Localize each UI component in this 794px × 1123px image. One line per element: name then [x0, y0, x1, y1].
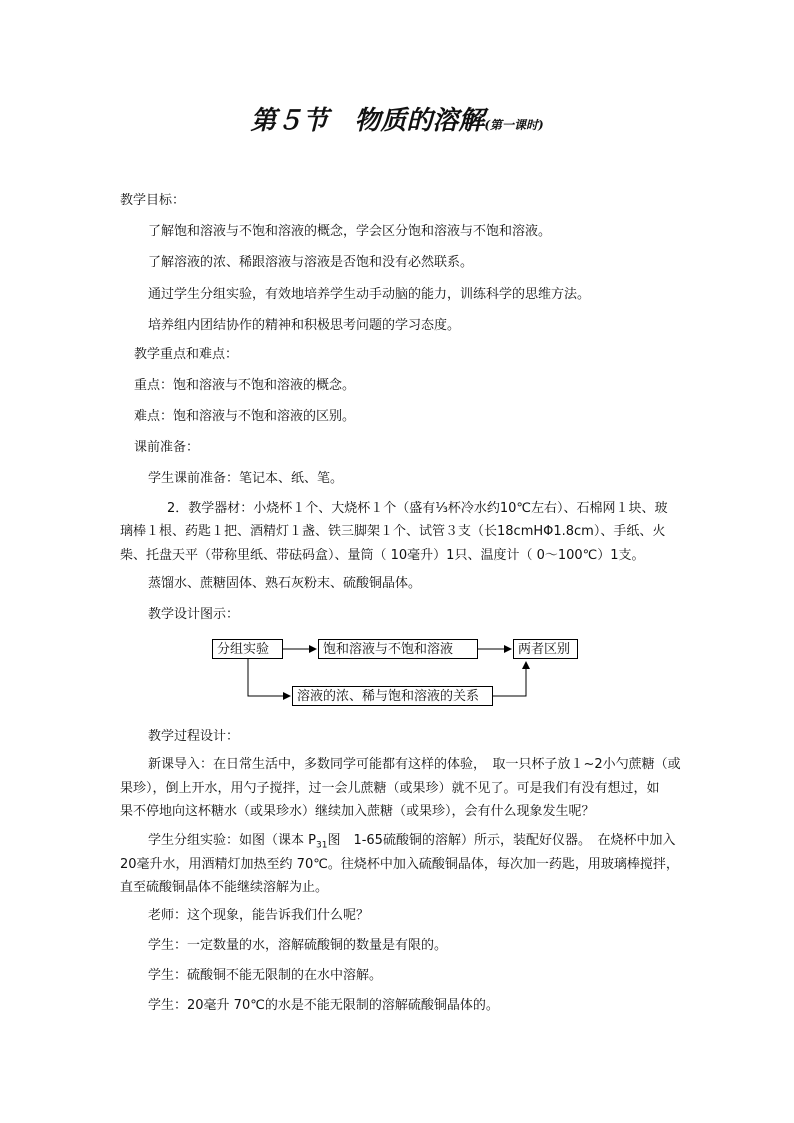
student-line: 学生：20毫升 70℃的水是不能无限制的溶解硫酸铜晶体的。 — [148, 998, 499, 1013]
title-sub: (第一课时) — [484, 118, 544, 132]
goal-item: 通过学生分组实验，有效地培养学生动手动脑的能力，训练科学的思维方法。 — [148, 287, 591, 302]
student-line: 学生：一定数量的水，溶解硫酸铜的数量是有限的。 — [148, 938, 448, 953]
intro-paragraph: 新课导入：在日常生活中，多数同学可能都有这样的体验， 取一只杯子放１~2小勺蔗糖（或 — [148, 757, 681, 772]
student-line: 学生：硫酸铜不能无限制的在水中溶解。 — [148, 968, 383, 983]
keypoints-heading: 教学重点和难点： — [134, 347, 239, 362]
experiment-paragraph: 直至硫酸铜晶体不能继续溶解为止。 — [120, 880, 329, 895]
goal-item: 了解溶液的浓、稀跟溶液与溶液是否饱和没有必然联系。 — [148, 255, 474, 270]
arrow-1-4 — [248, 659, 290, 696]
prep-heading: 课前准备： — [134, 440, 200, 455]
experiment-paragraph: 20毫升水，用酒精灯加热至约 70℃。往烧杯中加入硫酸铜晶体，每次加一药匙，用玻璃棒搅拌， — [120, 857, 679, 872]
goal-item: 了解饱和溶液与不饱和溶液的概念，学会区分饱和溶液与不饱和溶液。 — [148, 224, 552, 239]
intro-paragraph: 果不停地向这杯糖水（或果珍水）继续加入蔗糖（或果珍），会有什么现象发生呢？ — [120, 804, 595, 819]
prep-reagents: 蒸馏水、蔗糖固体、熟石灰粉末、硫酸铜晶体。 — [148, 576, 422, 591]
prep-equipment: 2．教学器材：小烧杯１个、大烧杯１个（盛有⅓杯冷水约10℃左右）、石棉网１块、玻 — [167, 501, 668, 516]
keypoint-difficulty: 难点：饱和溶液与不饱和溶液的区别。 — [134, 409, 356, 424]
prep-equipment: 柴、托盘天平（带称里纸、带砝码盒）、量筒（ 10毫升）1只、温度计（ 0～100℃）1支。 — [120, 548, 645, 563]
keypoint-focus: 重点：饱和溶液与不饱和溶液的概念。 — [134, 378, 356, 393]
title-main: 第５节 物质的溶解 — [250, 106, 485, 136]
prep-student: 学生课前准备：笔记本、纸、笔。 — [148, 471, 344, 486]
flow-box-saturated-unsaturated: 饱和溶液与不饱和溶液 — [318, 639, 478, 659]
experiment-paragraph: 学生分组实验：如图（课本 $P_{31}$图 1-65硫酸铜的溶解）所示，装配好仪器。 在烧杯中加入 — [148, 833, 676, 851]
goal-item: 培养组内团结协作的精神和积极思考问题的学习态度。 — [148, 318, 461, 333]
flow-box-difference: 两者区别 — [513, 639, 578, 659]
flow-box-concentration-relation: 溶液的浓、稀与饱和溶液的关系 — [292, 686, 493, 706]
flow-box-group-experiment: 分组实验 — [212, 639, 283, 659]
prep-equipment: 璃棒１根、药匙１把、酒精灯１盏、铁三脚架１个、试管３支（长18cmHΦ1.8cm）、手纸、火 — [120, 524, 666, 539]
goals-heading: 教学目标： — [120, 193, 186, 208]
process-heading: 教学过程设计： — [148, 729, 240, 744]
design-heading: 教学设计图示： — [148, 607, 240, 622]
arrow-4-3 — [493, 662, 526, 696]
teacher-line: 老师：这个现象，能告诉我们什么呢？ — [148, 908, 370, 923]
intro-paragraph: 果珍），倒上开水，用勺子搅拌，过一会儿蔗糖（或果珍）就不见了。可是我们有没有想过，如 — [120, 781, 660, 796]
